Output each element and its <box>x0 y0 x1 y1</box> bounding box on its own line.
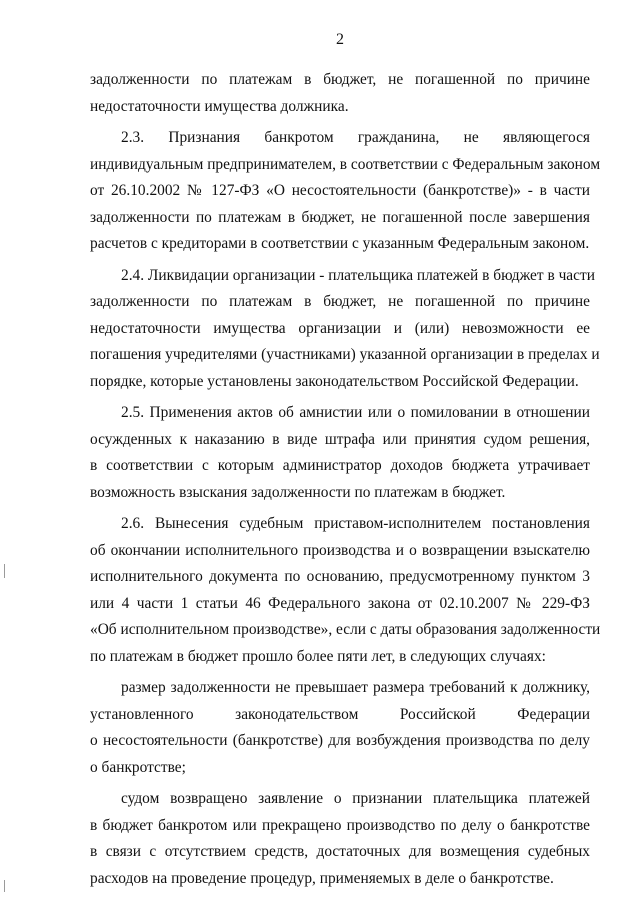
text-line: об окончании исполнительного производства и о возвращении взыскателю <box>90 541 590 559</box>
text-line: размер задолженности не превышает размера требований к должнику, <box>121 679 590 696</box>
paragraph-p6 <box>90 786 590 892</box>
text-line: расходов на проведение процедур, применяемых в деле о банкротстве. <box>90 869 554 887</box>
text-line: в соответствии с которым администратор доходов бюджета утрачивает <box>90 457 590 474</box>
text-line: недостаточности имущества организации и (или) невозможности ее <box>90 319 590 337</box>
text-line: или 4 части 1 статьи 46 Федерального закона от 02.10.2007 № 229-ФЗ <box>90 594 590 612</box>
text-line: о несостоятельности (банкротстве) для возбуждения производства по делу <box>90 732 590 749</box>
text-line: 2.6. Вынесения судебным приставом-исполнителем постановления <box>121 515 590 532</box>
text-line: в бюджет банкротом или прекращено производство по делу о банкротстве <box>90 816 590 834</box>
text-line: индивидуальным предпринимателем, в соответствии с Федеральным законом <box>90 155 601 173</box>
paragraph-p2 <box>90 263 600 396</box>
text-line: 2.5. Применения актов об амнистии или о помиловании в отношении <box>121 404 590 421</box>
text-line: задолженности по платежам в бюджет, не погашенной после завершения <box>90 208 590 226</box>
text-line: расчетов с кредиторами в соответствии с указанным Федеральным законом. <box>90 235 590 252</box>
text-line: в связи с отсутствием средств, достаточных для возмещения судебных <box>90 843 590 860</box>
paragraph-p1 <box>90 125 601 258</box>
text-line: задолженности по платежам в бюджет, не погашенной по причине <box>90 71 590 88</box>
paragraph-p4 <box>90 511 601 670</box>
text-line: 2.3. Признания банкротом гражданина, не являющегося <box>121 129 590 146</box>
text-line: по платежам в бюджет прошло более пяти лет, в следующих случаях: <box>90 647 546 665</box>
text-line: установленного законодательством Российской Федерации <box>90 705 590 723</box>
scan-margin-mark-bottom <box>4 880 5 892</box>
text-line: «Об исполнительном производстве», если с даты образования задолженности <box>90 621 601 638</box>
text-line: от 26.10.2002 № 127-ФЗ «О несостоятельности (банкротстве)» - в части <box>90 182 590 199</box>
text-line: о банкротстве; <box>90 758 186 776</box>
paragraph-p5 <box>90 675 590 781</box>
page-number: 2 <box>336 31 344 48</box>
document-body <box>90 67 601 892</box>
text-line: порядке, которые установлены законодательством Российской Федерации. <box>90 372 579 390</box>
text-line: судом возвращено заявление о признании плательщика платежей <box>121 790 590 807</box>
text-line: осужденных к наказанию в виде штрафа или принятия судом решения, <box>90 430 590 448</box>
text-line: погашения учредителями (участниками) указанной организации в пределах и <box>90 346 600 363</box>
document-page <box>90 0 601 905</box>
paragraph-p0 <box>90 67 590 120</box>
text-line: исполнительного документа по основанию, предусмотренному пунктом 3 <box>90 568 590 585</box>
text-line: задолженности по платежам в бюджет, не погашенной по причине <box>90 293 590 310</box>
text-line: возможность взыскания задолженности по платежам в бюджет. <box>90 483 506 501</box>
paragraph-p3 <box>90 400 590 506</box>
text-line: 2.4. Ликвидации организации - плательщика платежей в бюджет в части <box>121 266 595 284</box>
text-line: недостаточности имущества должника. <box>90 97 349 115</box>
scan-margin-mark-top <box>4 564 5 578</box>
